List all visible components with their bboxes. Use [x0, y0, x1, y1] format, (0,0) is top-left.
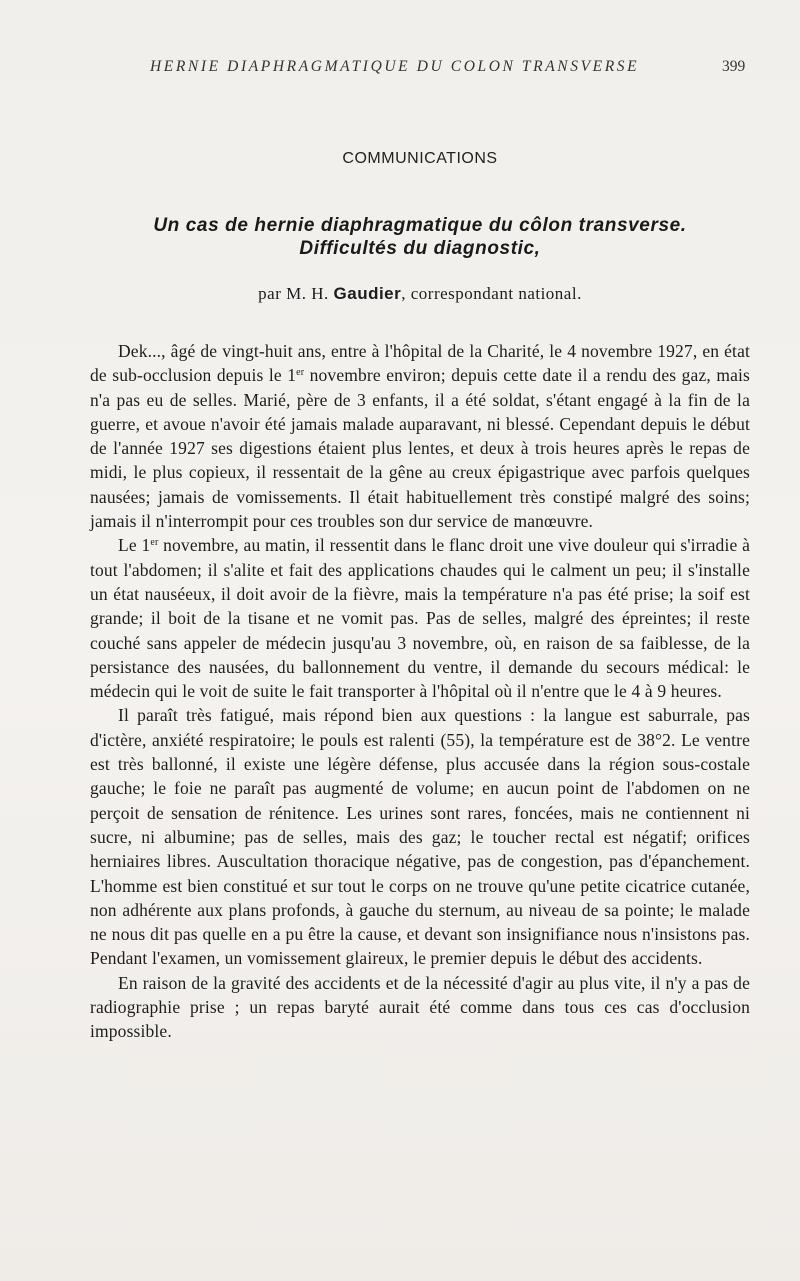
- paragraph-2-text-b: novembre, au matin, il ressentit dans le flanc droit une vive douleur qui s'irradie à tout l'abdomen; il s'alite et fait des applications chaudes qui le calment un peu; il s'installe un état nauséeux, il doit avoir de la fièvre, mais la température n'a pas été prise; la soif est grande; il boit de la tisane et ne vomit pas. Pas de selles, malgré des épreintes; il reste couché sans appeler de médecin jusqu'au 3 novembre, où, en raison de sa faiblesse, de la persistance des nausées, du ballonnement du ventre, il demande du secours médical: le médecin qui le voit de suite le fait transporter à l'hôpital où il n'entre que le 4 à 9 heures.: [90, 535, 750, 702]
- author-line: [90, 284, 750, 304]
- author-prefix: par M. H.: [258, 284, 329, 303]
- paragraph-1-text-a: Dek..., âgé de vingt-huit ans, entre à l'hôpital de la Charité, le 4 novembre 1927, en état de sub-occlusion depuis le 1: [90, 341, 750, 386]
- paragraph-2-text-a: Le 1: [118, 535, 151, 556]
- author-suffix: , correspondant national.: [401, 284, 582, 303]
- paragraph-2: [90, 533, 750, 703]
- paragraph-2-superscript: er: [150, 537, 159, 549]
- page-number: 399: [722, 58, 746, 75]
- article-body: [90, 339, 750, 1044]
- paragraph-3-text: Il paraît très fatigué, mais répond bien aux questions : la langue est saburrale, pas d'ictère, anxiété respiratoire; le pouls est ralenti (55), la température est de 38°2. Le ventre est très ballonné, il existe une légère défense, plus accusée dans la région sous-costale gauche; le foie ne paraît pas augmenté de volume; en aucun point de l'abdomen on ne perçoit de sensation de rénitence. Les urines sont rares, foncées, mais ne contiennent ni sucre, ni albumine; pas de selles, mais des gaz; le toucher rectal est négatif; orifices herniaires libres. Auscultation thoracique négative, pas de congestion, pas d'épanchement. L'homme est bien constitué et sur tout le corps on ne trouve qu'une petite cicatrice cutanée, non adhérente aux plans profonds, à gauche du sternum, au niveau de sa pointe; le malade ne nous dit pas quelle en a pu être la cause, et devant son insignifiance nous n'insistons pas. Pendant l'examen, un vomissement glaireux, le premier depuis le début des accidents.: [90, 705, 750, 969]
- running-head: HERNIE DIAPHRAGMATIQUE DU COLON TRANSVERSE: [150, 58, 640, 75]
- paragraph-3: [90, 703, 750, 970]
- title-line-2: Difficultés du diagnostic,: [299, 238, 541, 259]
- article-title: [90, 214, 750, 260]
- section-heading: COMMUNICATIONS: [342, 150, 498, 167]
- paragraph-4-text: En raison de la gravité des accidents et de la nécessité d'agir au plus vite, il n'y a pas de radiographie prise ; un repas baryté aurait été comme dans tous ces cas d'occlusion impossible.: [90, 972, 750, 1042]
- title-line-1: Un cas de hernie diaphragmatique du côlon transverse.: [153, 215, 687, 236]
- paragraph-4: [90, 971, 750, 1044]
- paragraph-1-superscript: er: [296, 367, 305, 379]
- paragraph-1-text-b: novembre environ; depuis cette date il a rendu des gaz, mais n'a pas eu de selles. Marié, père de 3 enfants, il a été soldat, s'étant engagé à la fin de la guerre, et avoue n'avoir été jamais malade auparavant, ni blessé. Cependant depuis le début de l'année 1927 ses digestions étaient plus lentes, et deux à trois heures après le repas de midi, le plus copieux, il ressentait de la gêne au creux épigastrique avec parfois quelques nausées; jamais de vomissements. Il était habituellement très constipé malgré des soins; jamais il n'interrompit pour ces troubles son dur service de manœuvre.: [90, 365, 750, 532]
- paragraph-1: [90, 339, 750, 533]
- author-name: Gaudier: [333, 284, 402, 303]
